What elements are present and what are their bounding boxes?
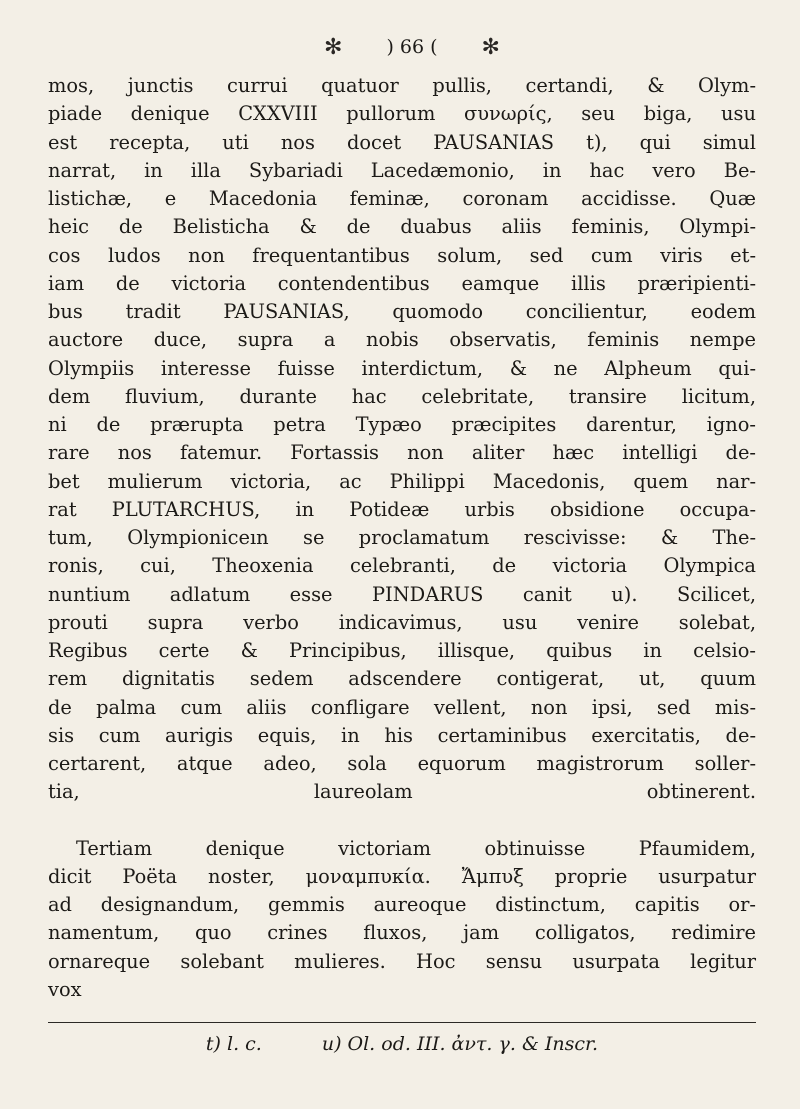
text-line: est recepta, uti nos docet PAUSANIAS t), qui simul [48,130,756,154]
text-line: piade denique CXXVIII pullorum συνωρίς, seu biga, usu [48,102,756,126]
text-line: heic de Belisticha & de duabus aliis feminis, Olympi- [48,215,756,239]
catchword: vox [48,977,82,1001]
text-line: namentum, quo crines fluxos, jam colligatos, redimire [48,921,756,945]
text-line: dem fluvium, durante hac celebritate, transire licitum, [48,384,756,408]
text-line: narrat, in illa Sybariadi Lacedæmonio, in hac vero Be- [48,158,756,182]
ornament-left-icon: ✻ [324,34,343,60]
text-line: prouti supra verbo indicavimus, usu venire solebat, [48,610,756,634]
text-line: ad designandum, gemmis aureoque distinctum, capitis or- [48,893,756,916]
footnotes [48,1033,756,1055]
text-line: certarent, atque adeo, sola equorum magistrorum soller- [48,752,756,775]
book-page [48,30,756,1055]
paragraph-2 [48,835,756,976]
footnote-t: t) l. c. [205,1033,262,1055]
footnote-divider [48,1022,756,1023]
ornament-right-icon: ✻ [481,34,500,60]
text-line: cos ludos non frequentantibus solum, sed cum viris et- [48,243,756,267]
text-line: ornareque solebant mulieres. Hoc sensu usurpata legitur [48,949,756,973]
text-line: ronis, cui, Theoxenia celebranti, de victoria Olympica [48,554,756,578]
text-line: dicit Poëta noster, μοναμπυκία. Ἄμπυξ proprie usurpatur [48,864,756,888]
text-line: rem dignitatis sedem adscendere contigerat, ut, quum [48,667,756,691]
text-line: de palma cum aliis confligare vellent, non ipsi, sed mis- [48,695,756,719]
paragraph-1 [48,72,756,807]
text-line: ni de prærupta petra Typæo præcipites darentur, igno- [48,413,756,436]
text-line: tum, Olympioniceın se proclamatum rescivisse: & The- [48,526,756,549]
page-number: ) 66 ( [386,36,438,58]
text-line: auctore duce, supra a nobis observatis, feminis nempe [48,328,756,352]
text-line: iam de victoria contendentibus eamque illis præripienti- [48,271,756,295]
text-line: bus tradit PAUSANIAS, quomodo concilientur, eodem [48,300,756,323]
body-text [48,72,756,1004]
footnote-u: u) Ol. od. III. ἀντ. γ. & Inscr. [321,1033,599,1055]
text-line: mos, junctis currui quatuor pullis, certandi, & Olym- [48,74,756,97]
text-line: tia, laureolam obtinerent. [48,780,756,804]
text-line: Olympiis interesse fuisse interdictum, & ne Alpheum qui- [48,356,756,380]
text-line: sis cum aurigis equis, in his certaminibus exercitatis, de- [48,723,756,747]
page-header [68,30,756,64]
text-line: Tertiam denique victoriam obtinuisse Pfaumidem, [76,836,756,860]
text-line: listichæ, e Macedonia feminæ, coronam accidisse. Quæ [48,187,756,210]
text-line: Regibus certe & Principibus, illisque, quibus in celsio- [48,639,756,662]
text-line: rare nos fatemur. Fortassis non aliter hæc intelligi de- [48,441,756,465]
text-line: bet mulierum victoria, ac Philippi Macedonis, quem nar- [48,469,756,493]
text-line: rat PLUTARCHUS, in Potideæ urbis obsidione occupa- [48,497,756,521]
text-line: nuntium adlatum esse PINDARUS canit u). Scilicet, [48,582,756,606]
